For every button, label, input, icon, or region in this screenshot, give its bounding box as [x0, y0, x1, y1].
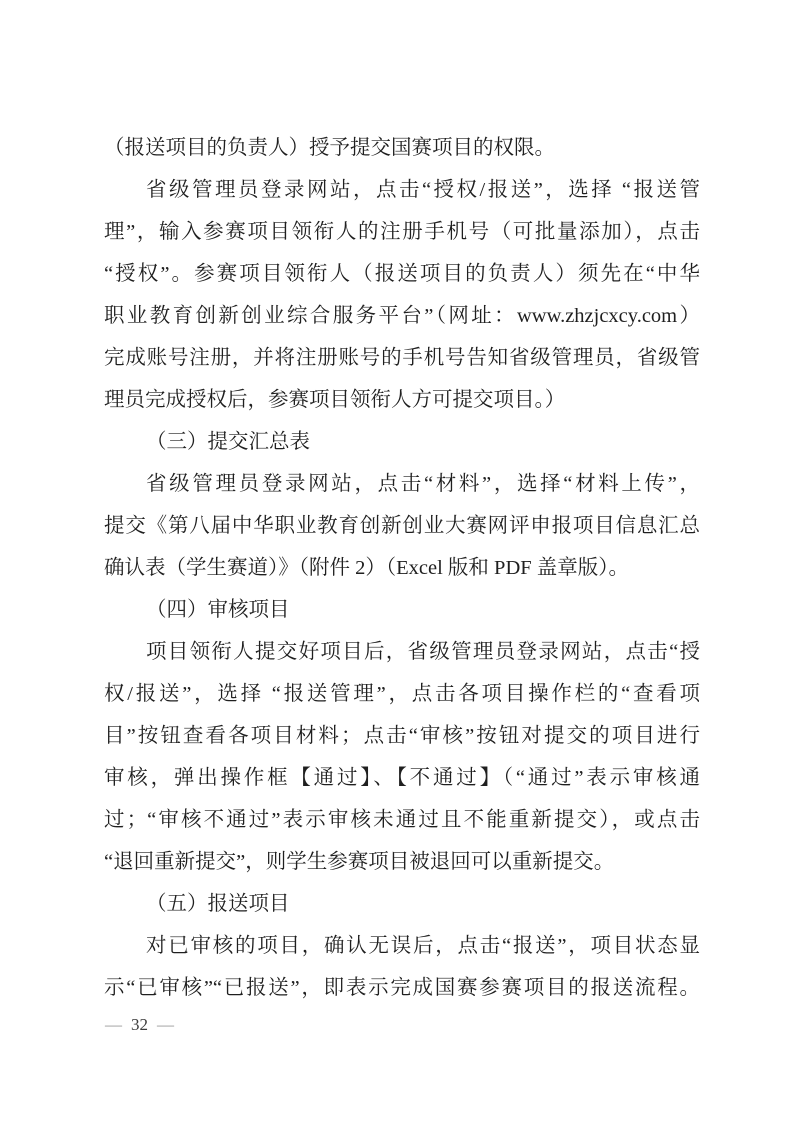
body-line: 省级管理员登录网站，点击“授权/报送”，选择 “报送管 [146, 179, 700, 201]
section-heading-4: （四）审核项目 [146, 599, 290, 621]
body-line: 确认表（学生赛道）》（附件 2）（Excel 版和 PDF 盖章版）。 [104, 557, 630, 579]
body-line: 权/报送”，选择 “报送管理”，点击各项目操作栏的“查看项 [104, 683, 700, 705]
body-line: 示“已审核”“已报送”，即表示完成国赛参赛项目的报送流程。 [104, 977, 700, 999]
body-line: 项目领衔人提交好项目后，省级管理员登录网站，点击“授 [146, 641, 700, 663]
section-heading-3: （三）提交汇总表 [146, 431, 310, 453]
body-line: 职业教育创新创业综合服务平台”（网址：www.zhzjcxcy.com） [104, 305, 700, 327]
page-number: 32 [131, 1015, 148, 1034]
body-line: 过；“审核不通过”表示审核未通过且不能重新提交），或点击 [104, 809, 700, 831]
footer-dash-left: — [105, 1015, 122, 1034]
body-line: 目”按钮查看各项目材料；点击“审核”按钮对提交的项目进行 [104, 725, 700, 747]
body-line: 理员完成授权后，参赛项目领衔人方可提交项目。） [104, 389, 566, 411]
body-line: （报送项目的负责人）授予提交国赛项目的权限。 [104, 137, 555, 159]
body-line: “授权”。参赛项目领衔人（报送项目的负责人）须先在“中华 [104, 263, 700, 285]
body-line: 提交《第八届中华职业教育创新创业大赛网评申报项目信息汇总 [104, 515, 700, 537]
section-heading-5: （五）报送项目 [146, 893, 290, 915]
page-footer [105, 1013, 174, 1037]
body-line: 对已审核的项目，确认无误后，点击“报送”，项目状态显 [146, 935, 700, 957]
body-line: 完成账号注册，并将注册账号的手机号告知省级管理员，省级管 [104, 347, 700, 369]
body-line: “退回重新提交”，则学生参赛项目被退回可以重新提交。 [104, 851, 615, 873]
document-body [104, 127, 700, 1009]
body-line: 审核，弹出操作框【通过】、【不通过】（“通过”表示审核通 [104, 767, 700, 789]
body-line: 省级管理员登录网站，点击“材料”，选择“材料上传”， [146, 473, 700, 495]
body-line: 理”，输入参赛项目领衔人的注册手机号（可批量添加），点击 [104, 221, 700, 243]
footer-dash-right: — [157, 1015, 174, 1034]
